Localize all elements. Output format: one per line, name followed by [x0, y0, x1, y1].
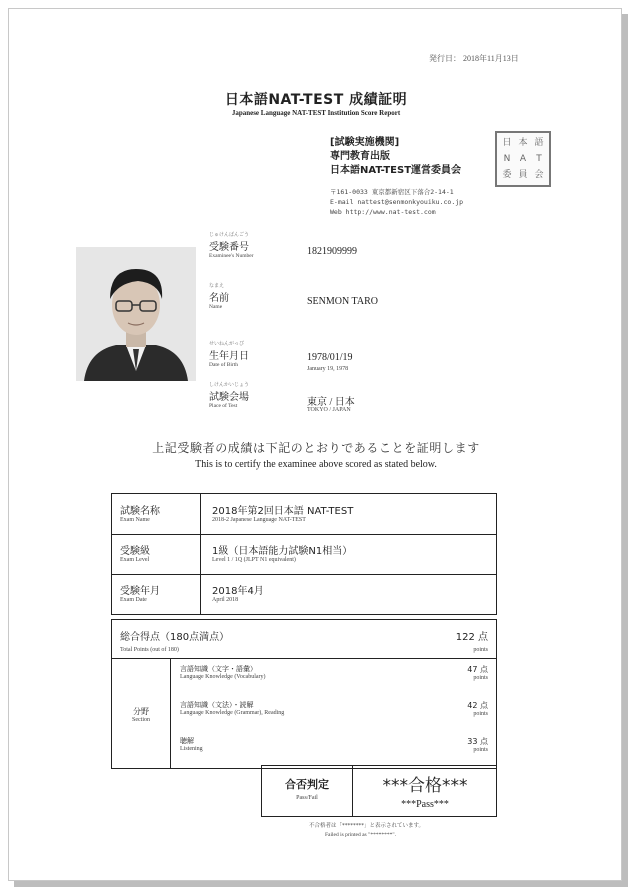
label-en: Date of Birth — [209, 362, 239, 368]
label-ja: 生年月日 — [209, 351, 249, 362]
total-points-label: 総合得点（180点満点） Total Points (out of 180) — [120, 632, 230, 653]
exam-date-label: 受験年月 Exam Date — [120, 586, 160, 603]
seal-char: 員 — [518, 170, 528, 180]
seal-char: 本 — [518, 138, 528, 148]
fail-note-en: Failed is printed as "********". — [325, 832, 396, 838]
label-ja: 受験番号 — [209, 242, 249, 253]
pass-fail-box — [261, 765, 497, 817]
unit-ja: 点 — [478, 632, 488, 643]
seal-char: 会 — [534, 170, 544, 180]
exam-level-label: 受験級 Exam Level — [120, 546, 150, 563]
section-row-grammar-reading: 言語知識（文法）・読解 Language Knowledge (Grammar), Reading — [180, 701, 285, 716]
birth-date-label — [209, 340, 249, 368]
org-name-2: 日本語NAT-TEST運営委員会 — [330, 165, 462, 176]
section-score-listening: 33 点 points — [467, 737, 488, 753]
total-score: 122 — [455, 632, 475, 643]
section-score-vocabulary: 47 点 points — [467, 665, 488, 681]
section-row-vocabulary: 言語知識（文字・語彙） Language Knowledge (Vocabulary) — [180, 665, 266, 680]
exam-date-value: 2018年4月 April 2018 — [212, 586, 264, 603]
certificate-sheet — [8, 8, 622, 881]
name-label — [209, 282, 229, 310]
title-japanese: 日本語NAT-TEST 成績証明 — [224, 92, 408, 108]
birth-date-value-en: January 19, 1978 — [307, 366, 349, 372]
unit-en: points — [473, 647, 488, 653]
examinee-number-label — [209, 231, 254, 259]
test-place-label — [209, 381, 249, 409]
certification-statement-en: This is to certify the examinee above scored as stated below. — [195, 459, 437, 470]
issue-date: 発行日： 2018年11月13日 — [429, 54, 519, 63]
org-contact — [330, 187, 463, 217]
test-place-value: 東京 / 日本 — [307, 397, 355, 408]
total-points-value — [456, 628, 488, 653]
examinee-number-value: 1821909999 — [307, 246, 357, 257]
examinee-photo — [76, 247, 196, 381]
seal-char: N — [503, 154, 511, 164]
test-place-value-en: TOKYO / JAPAN — [307, 407, 351, 413]
label-en: Examinee's Number — [209, 253, 254, 259]
fail-note-ja: 不合格者は「********」と表示されています。 — [309, 823, 425, 829]
label-ja: 試験会場 — [209, 392, 249, 403]
ruby-text: せいねんがっぴ — [209, 341, 245, 347]
label-en: Place of Test — [209, 403, 238, 409]
org-web: Web http://www.nat-test.com — [330, 208, 436, 216]
ruby-text: じゅけんばんごう — [209, 232, 250, 238]
ruby-text: なまえ — [209, 283, 225, 289]
official-seal-stamp — [495, 131, 551, 187]
name-value: SENMON TARO — [307, 296, 378, 307]
label-ja: 名前 — [209, 293, 229, 304]
pass-fail-label: 合否判定 Pass/Fail — [285, 778, 329, 801]
org-email: E-mail nattest@senmonkyouiku.co.jp — [330, 198, 464, 206]
section-label: 分野 Section — [132, 707, 150, 723]
scores-table — [111, 619, 497, 769]
seal-char: 語 — [534, 138, 544, 148]
exam-info-table — [111, 493, 497, 615]
org-name-1: 専門教育出版 — [330, 151, 390, 162]
exam-level-value: 1級（日本語能力試験N1相当） Level 1 / 1Q (JLPT N1 equivalent) — [212, 546, 353, 563]
certification-statement-ja: 上記受験者の成績は下記のとおりであることを証明します — [152, 441, 480, 455]
seal-char: A — [519, 154, 527, 164]
ruby-text: しけんかいじょう — [209, 382, 250, 388]
section-row-listening: 聴解 Listening — [180, 737, 203, 752]
seal-char: 日 — [502, 138, 512, 148]
org-label: [試験実施機関] — [330, 137, 400, 148]
section-score-grammar-reading: 42 点 points — [467, 701, 488, 717]
seal-char: 委 — [502, 170, 512, 180]
title-english: Japanese Language NAT-TEST Institution Score Report — [231, 109, 401, 117]
exam-name-label: 試験名称 Exam Name — [120, 506, 160, 523]
seal-char: T — [536, 154, 542, 164]
organization-block — [330, 136, 461, 178]
pass-fail-result: ***合格*** ***Pass*** — [382, 776, 468, 810]
org-address: 〒161-0033 東京都新宿区下落合2-14-1 — [330, 188, 454, 196]
exam-name-value: 2018年第2回日本語 NAT-TEST 2018-2 Japanese Language NAT-TEST — [212, 506, 354, 523]
portrait-illustration — [76, 247, 196, 381]
birth-date-value: 1978/01/19 — [307, 352, 353, 363]
label-en: Name — [209, 304, 223, 310]
